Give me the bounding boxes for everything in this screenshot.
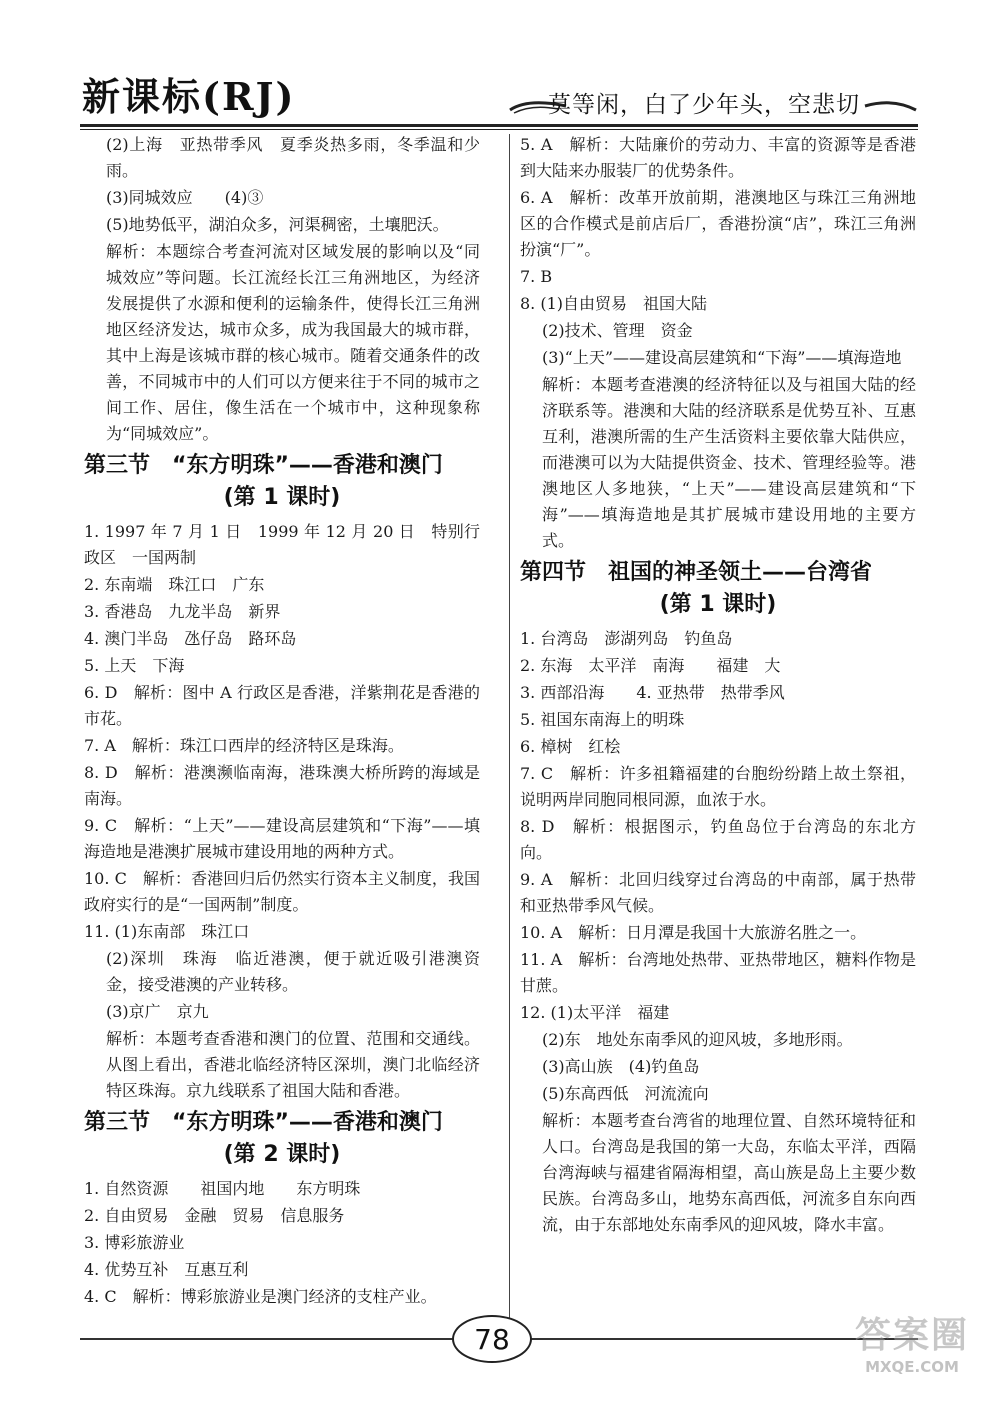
- answer-line: 11. (1)东南部 珠江口: [84, 922, 250, 941]
- answer-line: 6. 樟树 红桧: [520, 737, 621, 756]
- answer-line: (2)技术、管理 资金: [542, 321, 693, 340]
- answer-line: 7. B: [520, 267, 553, 286]
- answer-line: 3. 博彩旅游业: [84, 1233, 185, 1252]
- answer-line: 1. 1997 年 7 月 1 日 1999 年 12 月 20 日 特别行政区 一国两制: [84, 522, 480, 567]
- answer-line: 3. 香港岛 九龙半岛 新界: [84, 602, 281, 621]
- answer-line: (2)上海 亚热带季风 夏季炎热多雨，冬季温和少雨。: [106, 135, 480, 180]
- section-title: 第四节 祖国的神圣领土——台湾省: [520, 560, 873, 585]
- header-rule: [80, 129, 918, 130]
- answer-line: 2. 东南端 珠江口 广东: [84, 575, 265, 594]
- answer-line: 1. 台湾岛 澎湖列岛 钓鱼岛: [520, 629, 733, 648]
- answer-line: 解析：本题综合考查河流对区域发展的影响以及“同城效应”等问题。长江流经长江三角洲地区，为经济发展提供了水源和便利的运输条件，使得长江三角洲地区经济发达，城市众多，成为我国最大的城市群，其中上海是该城市群的核心城市。随着交通条件的改善，不同城市中的人们可以方便来往于不同的城市之间工作、居住，像生活在一个城市中，这种现象称为“同城效应”。: [106, 242, 480, 443]
- answer-line: 8. D 解析：港澳濒临南海，港珠澳大桥所跨的海域是南海。: [84, 763, 480, 808]
- section-subtitle: (第 1 课时): [223, 485, 341, 510]
- answer-line: 11. A 解析：台湾地处热带、亚热带地区，糖料作物是甘蔗。: [520, 950, 916, 995]
- watermark-text: 答案圈: [854, 1315, 969, 1356]
- answer-line: 解析：本题考查台湾省的地理位置、自然环境特征和人口。台湾岛是我国的第一大岛，东临太平洋，西隔台湾海峡与福建省隔海相望，高山族是岛上主要少数民族。台湾岛多山，地势东高西低，河流多自东向西流，由于东部地处东南季风的迎风坡，降水丰富。: [542, 1111, 916, 1234]
- page-number: 78: [452, 1315, 532, 1363]
- answer-line: (3)京广 京九: [106, 1002, 209, 1021]
- answer-line: 10. C 解析：香港回归后仍然实行资本主义制度，我国政府实行的是“一国两制”制度。: [84, 869, 480, 914]
- header-motto: 莫等闲，白了少年头，空悲切: [548, 92, 860, 118]
- answer-line: 4. 优势互补 互惠互利: [84, 1260, 249, 1279]
- answer-line: 8. D 解析：根据图示，钓鱼岛位于台湾岛的东北方向。: [520, 817, 916, 862]
- answer-line: 4. 澳门半岛 氹仔岛 路环岛: [84, 629, 297, 648]
- answer-line: 7. C 解析：许多祖籍福建的台胞纷纷踏上故土祭祖，说明两岸同胞同根同源，血浓于水。: [520, 764, 916, 809]
- answer-line: (3)“上天”——建设高层建筑和“下海”——填海造地: [542, 348, 902, 367]
- answer-line: (5)东高西低 河流流向: [542, 1084, 709, 1103]
- answer-line: 3. 西部沿海 4. 亚热带 热带季风: [520, 683, 785, 702]
- answer-line: 12. (1)太平洋 福建: [520, 1003, 670, 1022]
- answer-line: (2)深圳 珠海 临近港澳，便于就近吸引港澳资金，接受港澳的产业转移。: [106, 949, 480, 994]
- answer-list: [520, 132, 916, 554]
- answer-line: 9. A 解析：北回归线穿过台湾岛的中南部，属于热带和亚热带季风气候。: [520, 870, 916, 915]
- watermark-url: MXQE.COM: [865, 1358, 959, 1376]
- answer-line: 5. A 解析：大陆廉价的劳动力、丰富的资源等是香港到大陆来办服装厂的优势条件。: [520, 135, 916, 180]
- header-rule: [80, 124, 918, 127]
- answer-list: [84, 132, 480, 447]
- section-title: 第三节 “东方明珠”——香港和澳门: [84, 453, 443, 478]
- right-column: [520, 132, 916, 1239]
- answer-line: 8. (1)自由贸易 祖国大陆: [520, 294, 708, 313]
- answer-list: [84, 519, 480, 1104]
- answer-line: 2. 自由贸易 金融 贸易 信息服务: [84, 1206, 345, 1225]
- answer-line: 解析：本题考查香港和澳门的位置、范围和交通线。从图上看出，香港北临经济特区深圳，澳门北临经济特区珠海。京九线联系了祖国大陆和香港。: [106, 1029, 480, 1100]
- answer-line: (3)高山族 (4)钓鱼岛: [542, 1057, 700, 1076]
- answer-line: 4. C 解析：博彩旅游业是澳门经济的支柱产业。: [84, 1287, 437, 1306]
- answer-line: 6. A 解析：改革开放前期，港澳地区与珠江三角洲地区的合作模式是前店后厂，香港扮演“店”，珠江三角洲扮演“厂”。: [520, 188, 916, 259]
- section-subtitle: (第 1 课时): [659, 592, 777, 617]
- answer-line: (5)地势低平，湖泊众多，河渠稠密，土壤肥沃。: [106, 215, 449, 234]
- answer-line: 7. A 解析：珠江口西岸的经济特区是珠海。: [84, 736, 404, 755]
- answer-line: 5. 祖国东南海上的明珠: [520, 710, 685, 729]
- left-column: [84, 132, 480, 1311]
- decorative-swoosh-icon: [863, 94, 918, 116]
- column-divider: [509, 134, 510, 1319]
- answer-line: 6. D 解析：图中 A 行政区是香港，洋紫荆花是香港的市花。: [84, 683, 480, 728]
- answer-list: [84, 1176, 480, 1310]
- section-title: 第三节 “东方明珠”——香港和澳门: [84, 1110, 443, 1135]
- answer-line: 9. C 解析：“上天”——建设高层建筑和“下海”——填海造地是港澳扩展城市建设用地的两种方式。: [84, 816, 480, 861]
- answer-line: 解析：本题考查港澳的经济特征以及与祖国大陆的经济联系等。港澳和大陆的经济联系是优势互补、互惠互利，港澳所需的生产生活资料主要依靠大陆供应，而港澳可以为大陆提供资金、技术、管理经验等。港澳地区人多地狭，“上天”——建设高层建筑和“下海”——填海造地是其扩展城市建设用地的主要方式。: [542, 375, 916, 550]
- answer-line: 2. 东海 太平洋 南海 福建 大: [520, 656, 781, 675]
- answer-line: (3)同城效应 (4)③: [106, 188, 264, 207]
- answer-line: 5. 上天 下海: [84, 656, 185, 675]
- answer-line: 10. A 解析：日月潭是我国十大旅游名胜之一。: [520, 923, 867, 942]
- section-subtitle: (第 2 课时): [223, 1142, 341, 1167]
- answer-line: 1. 自然资源 祖国内地 东方明珠: [84, 1179, 361, 1198]
- watermark-logo: [832, 1307, 992, 1399]
- answer-list: [520, 626, 916, 1238]
- brand-title: 新课标(RJ): [82, 74, 296, 119]
- answer-line: (2)东 地处东南季风的迎风坡，多地形雨。: [542, 1030, 853, 1049]
